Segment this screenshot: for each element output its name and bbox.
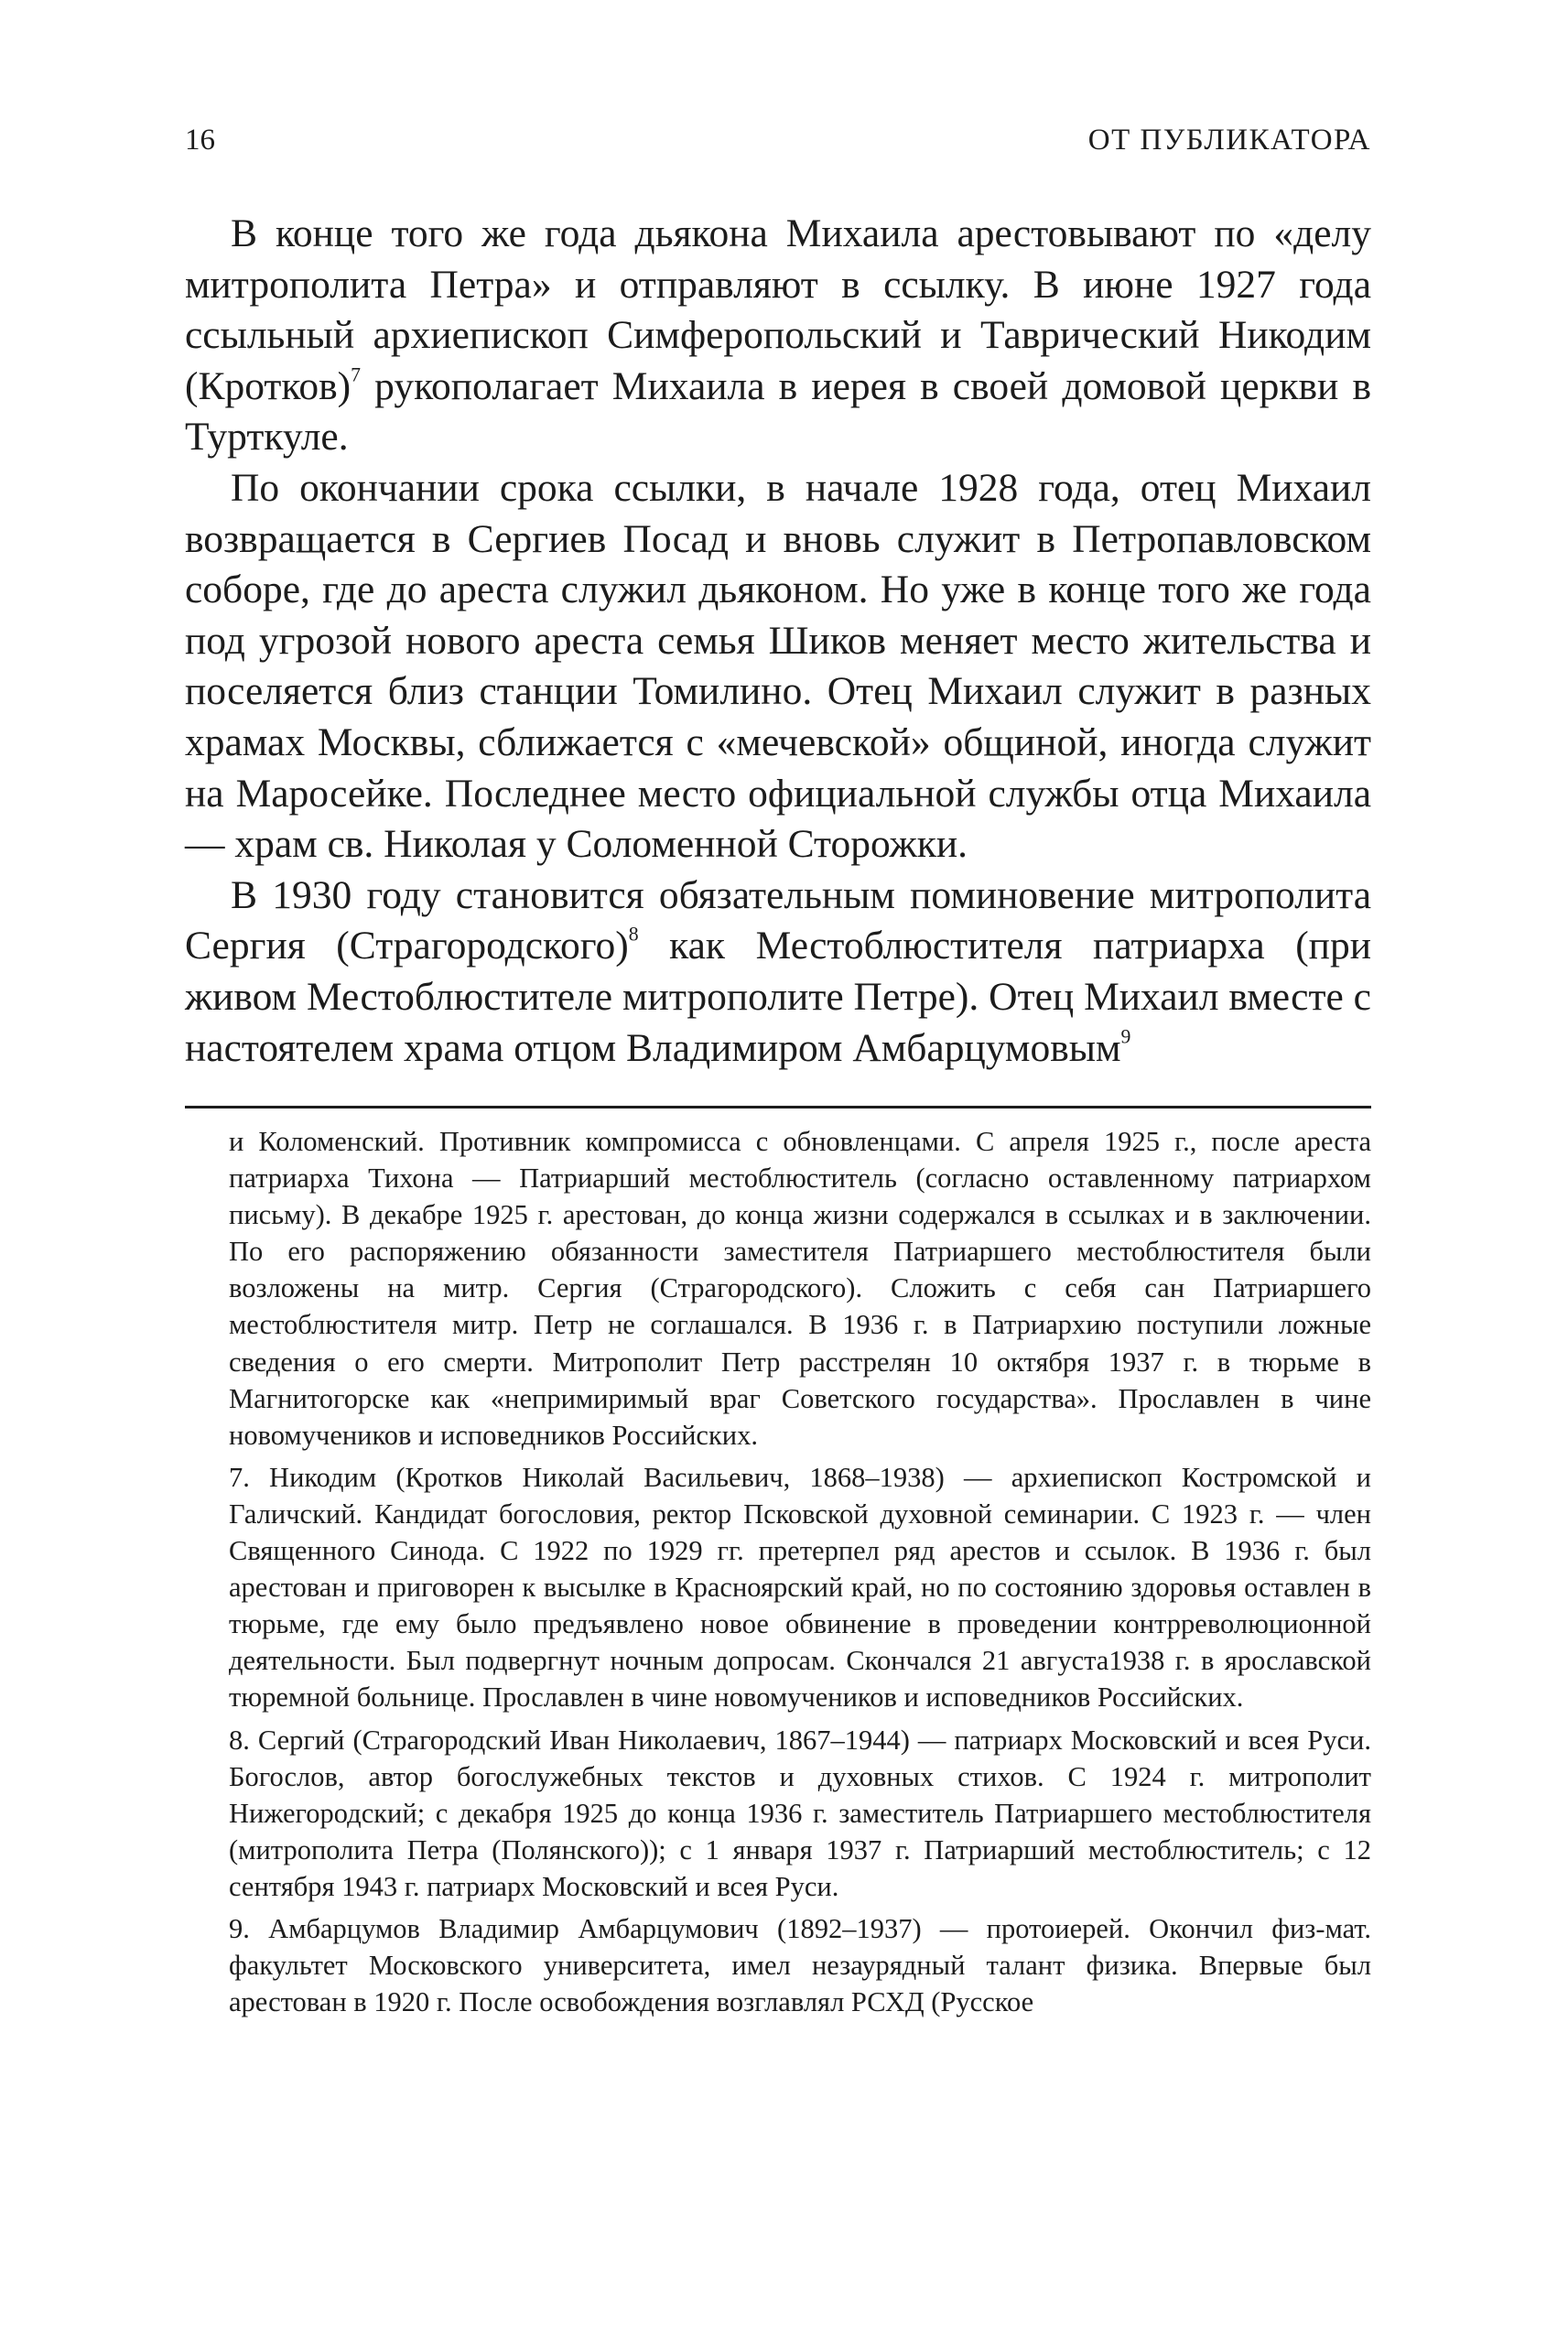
footnote-ref-7: 7	[351, 363, 362, 386]
paragraph-1-text-a: В конце того же года дьякона Михаила арестовывают по «делу митрополита Петра» и отправляют в ссылку. В июне 1927 года ссыльный архиепископ Симферопольский и Таврический Никодим (Кротков)	[185, 211, 1371, 408]
section-title: ОТ ПУБЛИКАТОРА	[1087, 124, 1371, 157]
footnote-continuation: и Коломенский. Противник компромисса с обновленцами. С апреля 1925 г., после ареста патриарха Тихона — Патриарший местоблюститель (согласно оставленному патриархом письму). В декабре 1925 г. арестован, до конца жизни содержался в ссылках и в заключении. По его распоряжению обязанности заместителя Патриаршего местоблюстителя были возложены на митр. Сергия (Страгородского). Сложить с себя сан Патриаршего местоблюстителя митр. Петр не соглашался. В 1936 г. в Патриархию поступили ложные сведения о его смерти. Митрополит Петр расстрелян 10 октября 1937 г. в тюрьме в Магнитогорске как «непримиримый враг Советского государства». Прославлен в чине новомучеников и исповедников Российских.	[229, 1126, 1371, 1451]
paragraph-3	[185, 871, 1371, 1074]
page-number: 16	[185, 124, 215, 157]
footnote-ref-9: 9	[1120, 1024, 1131, 1047]
footnote-8: 8. Сергий (Страгородский Иван Николаевич, 1867–1944) — патриарх Московский и всея Руси. Богослов, автор богослужебных текстов и духовных стихов. С 1924 г. митрополит Нижегородский; с декабря 1925 до конца 1936 г. заместитель Патриаршего местоблюстителя (митрополита Петра (Полянского)); с 1 января 1937 г. Патриарший местоблюститель; с 12 сентября 1943 г. патриарх Московский и всея Руси.	[229, 1724, 1371, 1902]
footnote-9: 9. Амбарцумов Владимир Амбарцумович (1892–1937) — протоиерей. Окончил физ-мат. факультет Московского университета, имел незаурядный талант физика. Впервые был арестован в 1920 г. После освобождения возглавлял РСХД (Русское	[229, 1912, 1371, 2018]
paragraph-1-text-b: рукополагает Михаила в иерея в своей домовой церкви в Турткуле.	[185, 363, 1371, 460]
paragraph-3-text-a: В 1930 году становится обязательным поминовение митрополита Сергия (Страгородского)	[185, 872, 1371, 968]
paragraph-2: По окончании срока ссылки, в начале 1928 года, отец Михаил возвращается в Сергиев Посад и вновь служит в Петропавловском соборе, где до ареста служил дьяконом. Но уже в конце того же года под угрозой нового ареста семья Шиков меняет место жительства и поселяется близ станции Томилино. Отец Михаил служит в разных храмах Москвы, сближается с «мечевской» общиной, иногда служит на Маросейке. Последнее место официальной службы отца Михаила — храм св. Николая у Соломенной Сторожки.	[185, 465, 1371, 867]
footnote-divider	[185, 1106, 1371, 1108]
footnotes	[229, 1123, 1371, 2026]
main-text	[185, 209, 1371, 1074]
paragraph-3-text-b: как Местоблюстителя патриарха (при живом Местоблюстителе митрополите Петре). Отец Михаил вместе с настоятелем храма отцом Владимиром Амбарцумовым	[185, 924, 1371, 1070]
paragraph-1	[185, 209, 1371, 463]
running-head	[185, 117, 1371, 163]
footnote-ref-8: 8	[628, 923, 639, 946]
footnote-7: 7. Никодим (Кротков Николай Васильевич, 1868–1938) — архиепископ Костромской и Галичский. Кандидат богословия, ректор Псковской духовной семинарии. С 1923 г. — член Священного Синода. С 1922 по 1929 гг. претерпел ряд арестов и ссылок. В 1936 г. был арестован и приговорен к высылке в Красноярский край, но по состоянию здоровья оставлен в тюрьме, где ему было предъявлено новое обвинение в проведении контрреволюционной деятельности. Был подвергнут ночным допросам. Скончался 21 августа1938 г. в ярославской тюремной больнице. Прославлен в чине новомучеников и исповедников Российских.	[229, 1461, 1371, 1714]
